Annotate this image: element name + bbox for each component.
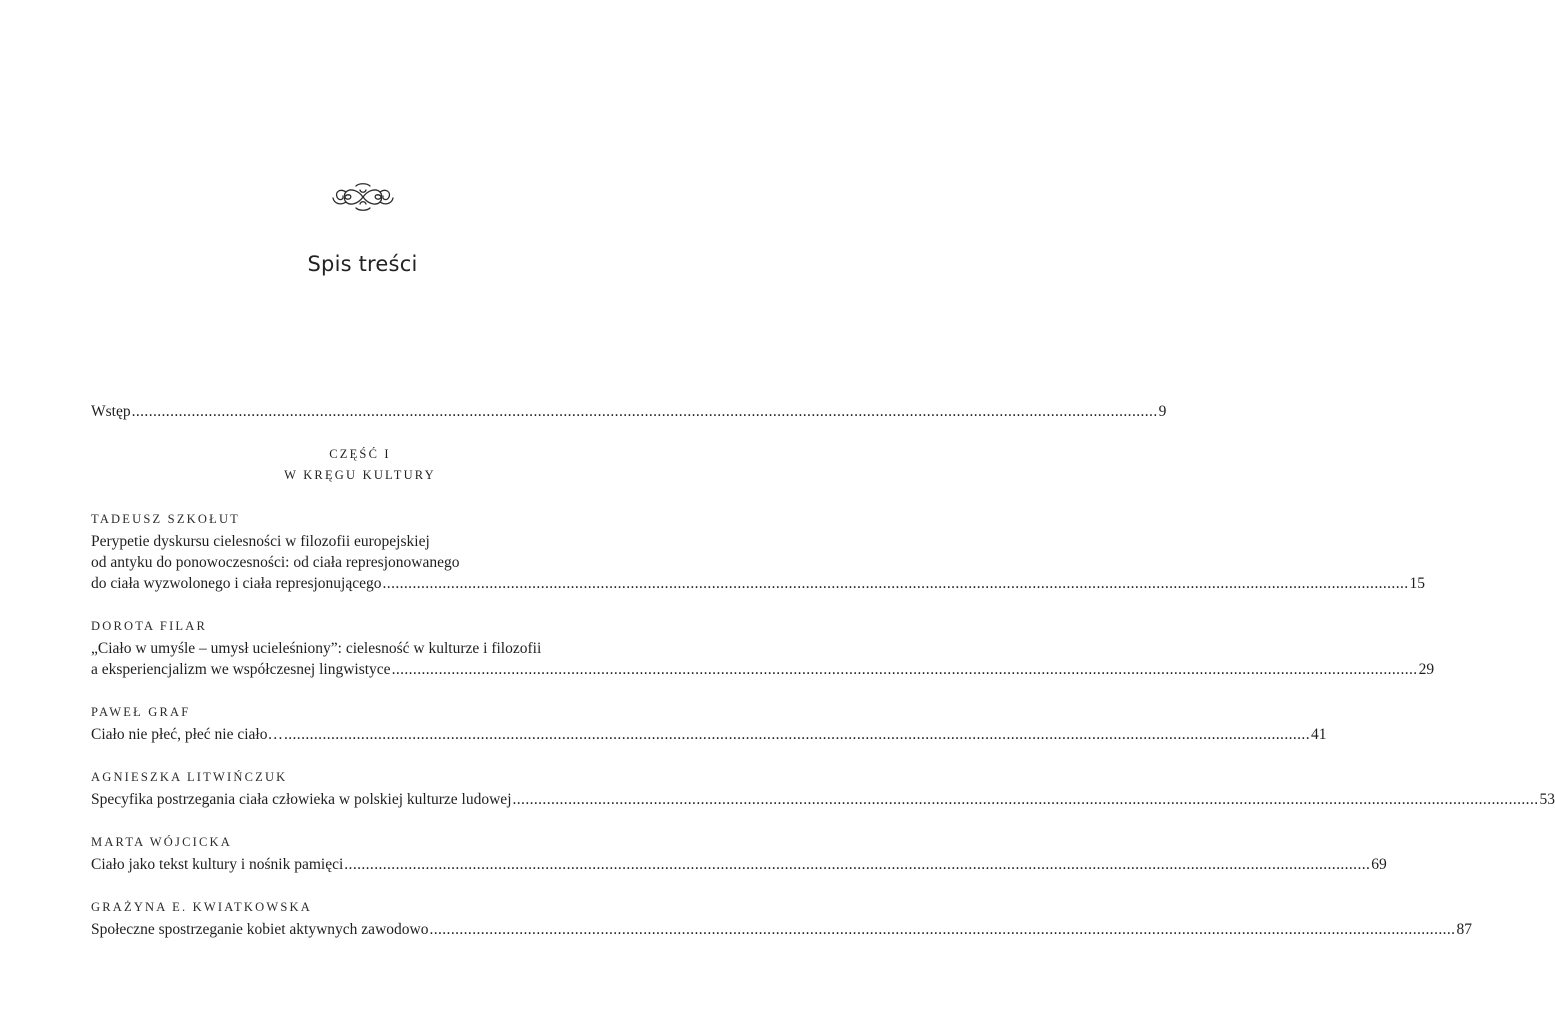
page-number: 9 (1158, 403, 1167, 420)
dot-leader (383, 573, 1409, 594)
dot-leader (429, 919, 1455, 940)
entry-author: DOROTA FILAR (91, 619, 208, 633)
toc-entry[interactable] (91, 704, 1327, 745)
page-number: 69 (1371, 856, 1387, 873)
entry-title-line: Perypetie dyskursu cielesności w filozofii europejskiej (91, 533, 430, 550)
toc-entry[interactable] (91, 899, 1472, 940)
entry-title-line: od antyku do ponowoczesności: od ciała represjonowanego (91, 554, 460, 571)
toc-entry[interactable] (91, 618, 1435, 680)
entry-title-line: Społeczne spostrzeganie kobiet aktywnych zawodowo (91, 921, 429, 938)
entry-author: GRAŻYNA E. KWIATKOWSKA (91, 900, 312, 914)
toc-entry-intro[interactable] (91, 401, 1167, 422)
page-number: 87 (1456, 921, 1472, 938)
entry-author: MARTA WÓJCICKA (91, 835, 232, 849)
page-title: Spis treści (307, 252, 418, 276)
toc-entry[interactable] (91, 769, 1555, 810)
dot-leader (513, 789, 1539, 810)
entry-title-line: „Ciało w umyśle – umysł ucieleśniony”: cielesność w kulturze i filozofii (91, 640, 542, 657)
entry-title-line: do ciała wyzwolonego i ciała represjonującego (91, 575, 382, 592)
dot-leader (392, 659, 1418, 680)
entry-author: TADEUSZ SZKOŁUT (91, 512, 241, 526)
entry-title-line: a eksperiencjalizm we współczesnej lingwistyce (91, 661, 391, 678)
flourish-ornament-icon (330, 180, 396, 214)
dot-leader (344, 854, 1370, 875)
page-number: 53 (1539, 791, 1555, 808)
entry-title-line: Specyfika postrzegania ciała człowieka w polskiej kulturze ludowej (91, 791, 512, 808)
entry-author: AGNIESZKA LITWIŃCZUK (91, 770, 288, 784)
page-number: 15 (1409, 575, 1426, 592)
part-title: W KRĘGU KULTURY (284, 468, 436, 482)
dot-leader (284, 724, 1310, 745)
table-of-contents (91, 401, 1555, 940)
page-number: 41 (1310, 726, 1327, 743)
page-number: 29 (1418, 661, 1435, 678)
entry-title-line: Ciało nie płeć, płeć nie ciało… (91, 726, 283, 743)
entry-title: Wstęp (91, 403, 131, 420)
entry-author: PAWEŁ GRAF (91, 705, 191, 719)
entry-title-line: Ciało jako tekst kultury i nośnik pamięci (91, 856, 344, 873)
dot-leader (132, 401, 1158, 422)
part-label: CZĘŚĆ I (329, 447, 391, 461)
toc-entry[interactable] (91, 511, 1426, 594)
toc-entry[interactable] (91, 834, 1387, 875)
